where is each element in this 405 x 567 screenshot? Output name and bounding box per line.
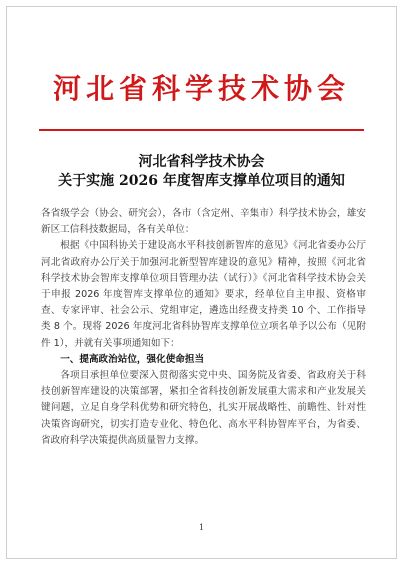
section-heading-1: 一、提高政治站位，强化使命担当 (60, 353, 205, 365)
notice-title-line-2: 关于实施 2026 年度智库支撑单位项目的通知 (58, 173, 345, 189)
salutation: 各省级学会（协会、研究会），各市（含定州、辛集市）科学技术协会，雄安新区工信科技数据局，各有关单位： (41, 208, 366, 236)
page-number: 1 (198, 523, 205, 532)
paragraph-section-1: 各项目承担单位要深入贯彻落实党中央、国务院及省委、省政府关于科技创新智库建设的决策部署，紧扣全省科技创新发展重大需求和产业发展关键问题，立足自身学科优势和研究特色，扎实开展战略性、前瞻性、针对性决策咨询研究，切实打造专业化、特色化、高水平科协智库平台，为省委、省政府科学决策提供高质量智力支撑。 (41, 370, 366, 446)
letterhead-title: 河北省科学技术协会 (52, 72, 350, 105)
notice-body (41, 206, 366, 449)
notice-title-line-1: 河北省科学技术协会 (138, 154, 265, 170)
paragraph-intro: 根据《中国科协关于建设高水平科技创新智库的意见》《河北省委办公厅 河北省政府办公厅关于加强河北新型智库建设的意见》精神，按照《河北省科学技术协会智库支撑单位项目管理办法（试行）》《河北省科学技术协会关于申报 2026 年度智库支撑单位的通知》要求，经单位自主申报、资格审查、专家评审、社会公示、党组审定，遴选出经费支持类 10 个、工作指导类 8 个。现将 2026 年度河北省科协智库支撑单位立项名单予以公布（见附件 1），并就有关事项通知如下： (41, 240, 366, 349)
document-page (6, 6, 397, 559)
letterhead-red-rule (39, 129, 364, 131)
